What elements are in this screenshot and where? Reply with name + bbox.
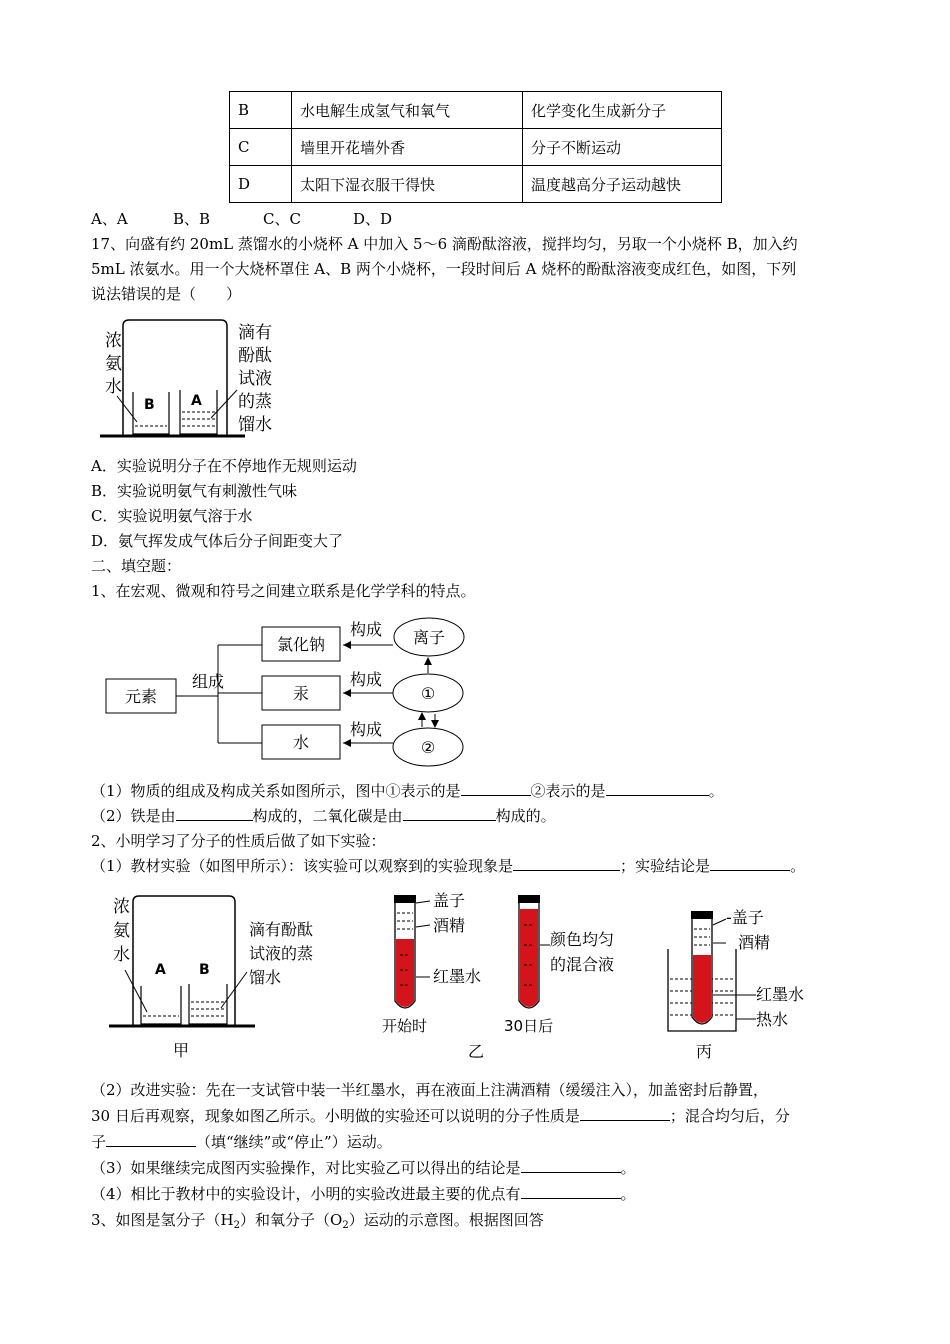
bing-label-cap: -盖子 — [726, 908, 764, 927]
yi-label-cap: 盖子 — [433, 891, 466, 910]
f2-q4 — [91, 1181, 790, 1207]
f2-q3-text: （3）如果继续完成图丙实验操作，对比实验乙可以得出的结论是 — [91, 1159, 521, 1177]
fig-label-phenolphthalein: 滴有 — [238, 323, 272, 343]
q16-options — [91, 208, 392, 229]
jia-label-phenol: 滴有酚酞 — [249, 920, 314, 939]
answer-blank[interactable] — [461, 781, 531, 796]
yi-label-red-ink: 红墨水 — [433, 967, 482, 986]
fig-label-phenolphthalein: 试液 — [238, 369, 272, 389]
row-example: 太阳下湿衣服干得快 — [292, 166, 523, 203]
q17-option: A．实验说明分子在不停地作无规则运动 — [91, 457, 357, 475]
f2-q1-text: ；实验结论是 — [620, 857, 711, 875]
f1-q1-text: ②表示的是 — [530, 782, 606, 800]
f1-questions — [91, 779, 805, 879]
q17-option: B．实验说明氨气有刺激性气味 — [91, 482, 298, 500]
f2-q1-text: （1）教材实验（如图甲所示）：该实验可以观察到的实验现象是 — [91, 857, 514, 875]
jia-large-beaker — [133, 896, 235, 1026]
q17-stem — [91, 232, 798, 307]
option-b: B、B — [173, 210, 211, 228]
f2-q2-line: （2）改进实验：先在一支试管中装一半红墨水，再在液面上注满酒精（缓缓注入），加盖密封后静置， — [91, 1081, 769, 1099]
yi-cap — [394, 895, 416, 903]
f2-q2-text: （填“继续”或“停止”）运动。 — [196, 1133, 392, 1151]
f1-q2-text: 构成的，二氧化碳是由 — [252, 807, 403, 825]
yi-caption: 乙 — [468, 1042, 485, 1060]
fig-label-conc-ammonia: 氨 — [105, 354, 122, 374]
yi-mixed-liquid — [520, 909, 538, 1007]
yi-label-start: 开始时 — [382, 1017, 428, 1035]
bing-label-alcohol: 酒精 — [738, 933, 771, 952]
answer-blank[interactable] — [513, 856, 620, 871]
figure-jia — [103, 890, 333, 1060]
bing-caption: 丙 — [696, 1042, 713, 1061]
text-zucheng: 组成 — [192, 672, 225, 691]
f3-text: 3、如图是氢分子（H — [91, 1211, 234, 1229]
option-c: C、C — [263, 210, 301, 228]
answer-blank[interactable] — [106, 1132, 196, 1147]
yi-cap2 — [518, 895, 540, 903]
f1-q2-text: （2）铁是由 — [91, 807, 176, 825]
f1-q1-text: 。 — [708, 782, 724, 800]
text-goucheng: 构成 — [350, 720, 383, 739]
answer-blank[interactable] — [176, 806, 253, 821]
fig-label-phenolphthalein: 的蒸 — [238, 392, 272, 412]
text-mercury: 汞 — [292, 684, 310, 703]
jia-label-phenol: 试液的蒸 — [249, 944, 314, 963]
table-row — [230, 92, 722, 129]
q17-stem-line: 5mL 浓氨水。用一个大烧杯罩住 A、B 两个小烧杯，一段时间后 A 烧杯的酚酞溶液变成红色，如图，下列 — [91, 260, 797, 278]
answer-blank[interactable] — [521, 1158, 621, 1173]
jia-label-ammonia: 水 — [113, 945, 130, 965]
f2-q4-text: （4）相比于教材中的实验设计，小明的实验改进最主要的优点有 — [91, 1185, 521, 1203]
fig-label-conc-ammonia: 浓 — [105, 331, 122, 351]
text-water: 水 — [292, 733, 310, 752]
option-a: A、A — [91, 210, 128, 228]
composition-diagram — [100, 615, 480, 775]
yi-label-alcohol: 酒精 — [433, 916, 466, 935]
f2-q2-text: ；混合均匀后，分 — [669, 1107, 790, 1125]
options-table — [229, 91, 722, 203]
bing-cap — [691, 911, 713, 919]
jia-label-phenol: 馏水 — [249, 968, 282, 987]
f3-stem — [91, 1207, 790, 1239]
jia-caption: 甲 — [173, 1041, 190, 1060]
fig-label-phenolphthalein: 馏水 — [238, 415, 272, 435]
f2-q4-text: 。 — [620, 1185, 636, 1203]
jia-label-a: A — [155, 962, 166, 978]
jia-label-b: B — [199, 962, 210, 978]
text-circle1: ① — [420, 684, 436, 703]
f1-q1-text: （1）物质的组成及构成关系如图所示，图中①表示的是 — [91, 782, 461, 800]
jia-beaker-b — [189, 984, 227, 1024]
f1-q1 — [91, 779, 805, 804]
q17-stem-line: 说法错误的是（ ） — [91, 285, 242, 303]
f2-q3 — [91, 1155, 790, 1181]
row-explanation: 温度越高分子运动越快 — [523, 166, 722, 203]
row-example: 水电解生成氢气和氧气 — [292, 92, 523, 129]
f2-q1 — [91, 854, 805, 879]
answer-blank[interactable] — [606, 781, 709, 796]
figure-yi — [378, 885, 668, 1060]
beaker-a-label: A — [191, 393, 202, 409]
text-circle2: ② — [420, 738, 436, 757]
jia-label-ammonia: 浓 — [113, 897, 130, 917]
f3-text: ）和氧分子（O — [240, 1211, 343, 1229]
f2-q2-text: 30 日后再观察，现象如图乙所示。小明做的实验还可以说明的分子性质是 — [91, 1107, 580, 1125]
f2-stem: 2、小明学习了分子的性质后做了如下实验： — [91, 832, 386, 850]
yi-label-after: 30日后 — [504, 1017, 554, 1035]
row-letter: B — [230, 92, 292, 129]
q17-options — [91, 454, 476, 604]
table-row — [230, 129, 722, 166]
f1-q2-text: 构成的。 — [495, 807, 556, 825]
f1-stem: 1、在宏观、微观和符号之间建立联系是化学学科的特点。 — [91, 582, 476, 600]
f2-q3-text: 。 — [620, 1159, 636, 1177]
fig-label-conc-ammonia: 水 — [105, 377, 122, 397]
text-goucheng: 构成 — [350, 620, 383, 639]
q17-option: C．实验说明氨气溶于水 — [91, 507, 253, 525]
f1-q2 — [91, 804, 805, 829]
answer-blank[interactable] — [521, 1184, 621, 1199]
yi-label-mixed: 的混合液 — [550, 955, 615, 974]
text-goucheng: 构成 — [350, 670, 383, 689]
row-explanation: 分子不断运动 — [523, 129, 722, 166]
large-beaker — [123, 320, 227, 436]
bing-red-ink — [693, 955, 711, 1023]
text-ion: 离子 — [412, 628, 446, 647]
f2-questions — [91, 1077, 790, 1239]
answer-blank[interactable] — [580, 1106, 670, 1121]
bing-label-red-ink: 红墨水 — [756, 985, 805, 1004]
f3-text: ）运动的示意图。根据图回答 — [348, 1211, 544, 1229]
fig-label-phenolphthalein: 酚酞 — [238, 346, 272, 366]
f2-q1-text: 。 — [790, 857, 806, 875]
row-letter: D — [230, 166, 292, 203]
f2-q2-line — [91, 1129, 790, 1155]
yi-label-mixed: 颜色均匀 — [550, 930, 615, 949]
q17-option: D．氨气挥发成气体后分子间距变大了 — [91, 532, 344, 550]
f3-subscript: 2 — [342, 1220, 349, 1231]
jia-beaker-a — [141, 986, 181, 1024]
answer-blank[interactable] — [403, 806, 496, 821]
figure-bing — [660, 905, 810, 1065]
option-d: D、D — [353, 210, 393, 228]
row-letter: C — [230, 129, 292, 166]
row-explanation: 化学变化生成新分子 — [523, 92, 722, 129]
yi-red-ink — [396, 939, 414, 1007]
table-row — [230, 166, 722, 203]
text-element: 元素 — [124, 687, 158, 706]
q17-beaker-figure — [95, 318, 285, 442]
beaker-b-label: B — [144, 397, 155, 413]
f2-q2-text: 子 — [91, 1133, 107, 1151]
jia-label-ammonia: 氨 — [113, 921, 130, 941]
f3-subscript: 2 — [233, 1220, 241, 1231]
f2-q2-line — [91, 1103, 790, 1129]
section-title: 二、填空题： — [91, 557, 182, 575]
answer-blank[interactable] — [710, 856, 790, 871]
text-nacl: 氯化钠 — [276, 635, 326, 654]
bing-label-hot-water: 热水 — [756, 1010, 789, 1029]
row-example: 墙里开花墙外香 — [292, 129, 523, 166]
q17-stem-line: 17、向盛有约 20mL 蒸馏水的小烧杯 A 中加入 5～6 滴酚酞溶液，搅拌均匀，另取一个小烧杯 B，加入约 — [91, 235, 798, 253]
